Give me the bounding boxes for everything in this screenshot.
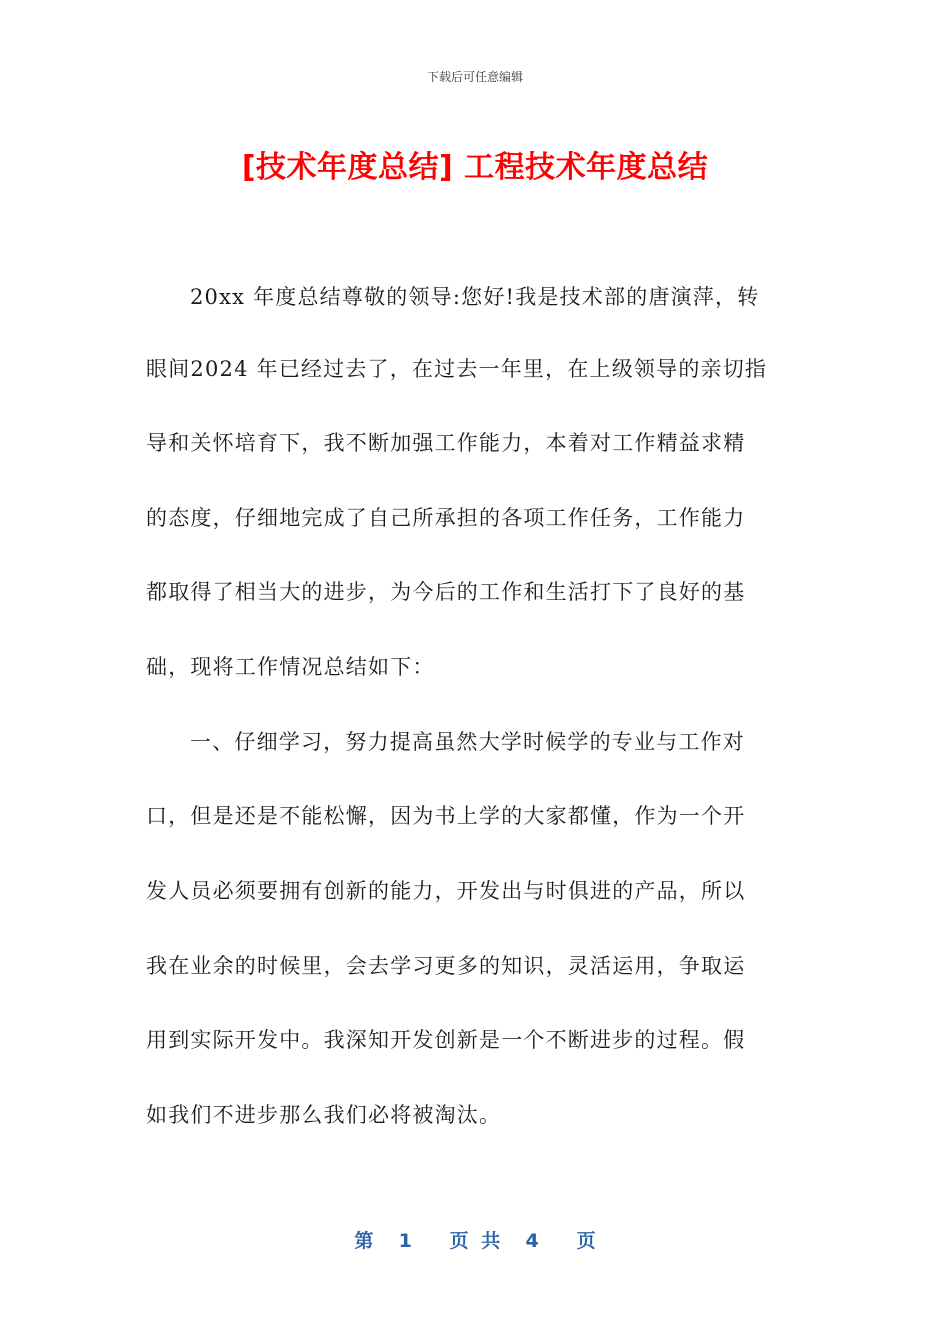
body-line: 的态度，仔细地完成了自己所承担的各项工作任务，工作能力 [146,506,746,530]
page-number-text: 第 1 页 共 4 页 [354,1230,596,1252]
body-line: 口，但是还是不能松懈，因为书上学的大家都懂，作为一个开 [146,804,746,828]
body-line: 用到实际开发中。我深知开发创新是一个不断进步的过程。假 [146,1028,746,1052]
body-line: 我在业余的时候里，会去学习更多的知识，灵活运用，争取运 [146,954,746,978]
page-number-footer [0,1226,950,1253]
body-line: 20xx 年度总结尊敬的领导:您好!我是技术部的唐演萍，转 [190,285,760,309]
body-line: 发人员必须要拥有创新的能力，开发出与时俱进的产品，所以 [146,879,746,903]
page-header-note: 下载后可任意编辑 [426,70,523,84]
body-line: 导和关怀培育下，我不断加强工作能力，本着对工作精益求精 [146,431,746,455]
body-line: 一、仔细学习，努力提高虽然大学时候学的专业与工作对 [190,730,745,754]
body-line: 础，现将工作情况总结如下： [146,655,435,679]
body-line: 都取得了相当大的进步，为今后的工作和生活打下了良好的基 [146,580,746,604]
body-line: 眼间2024 年已经过去了，在过去一年里，在上级领导的亲切指 [146,357,768,381]
body-line: 如我们不进步那么我们必将被淘汰。 [146,1103,502,1127]
document-title: [技术年度总结] 工程技术年度总结 [241,150,709,185]
